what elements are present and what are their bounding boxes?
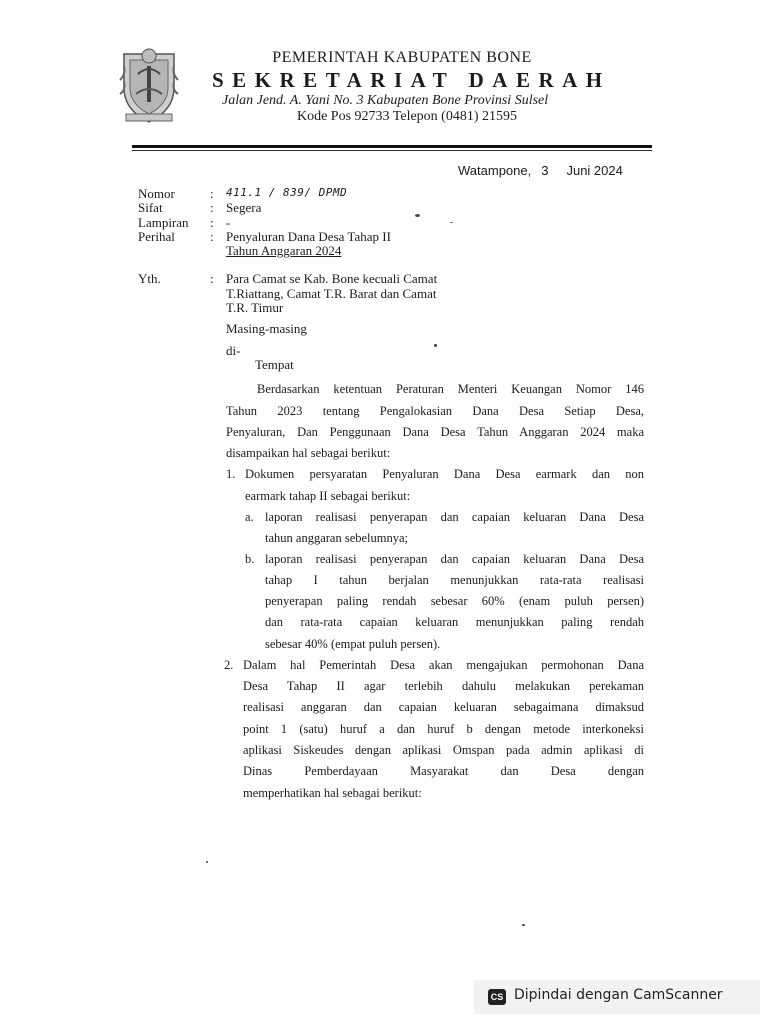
colon: :	[210, 215, 214, 230]
sub-list-line: laporan realisasi penyerapan dan capaian keluaran Dana Desa	[265, 510, 644, 524]
colon: :	[210, 271, 214, 286]
scan-speck	[206, 861, 208, 863]
sub-list-line: sebesar 40% (empat puluh persen).	[265, 637, 441, 651]
sifat-label: Sifat	[138, 200, 163, 215]
lampiran-label: Lampiran	[138, 215, 189, 230]
sub-list-line: penyerapan paling rendah sebesar 60% (enam puluh persen)	[265, 594, 644, 608]
letterhead-contact: Kode Pos 92733 Telepon (0481) 21595	[296, 109, 518, 124]
colon: :	[210, 186, 214, 201]
sub-list-letter: a.	[245, 510, 254, 524]
paragraph-line: disampaikan hal sebagai berikut:	[226, 446, 391, 460]
sub-list-line: dan rata-rata capaian keluaran menunjukkan paling rendah	[265, 615, 644, 629]
list-item-line: realisasi anggaran dan capaian keluaran sebagaimana dimaksud	[243, 700, 644, 714]
date-month-year: Juni 2024	[566, 163, 623, 178]
colon: :	[210, 200, 214, 215]
recipient-line: Tempat	[255, 357, 294, 372]
recipient-line: Para Camat se Kab. Bone kecuali Camat	[226, 271, 438, 286]
recipient-label: Yth.	[138, 271, 161, 286]
scan-speck	[415, 214, 420, 217]
letterhead-government: PEMERINTAH KABUPATEN BONE	[272, 49, 532, 66]
camscanner-watermark	[474, 980, 760, 1014]
letter-date	[458, 163, 623, 178]
letterhead-rule	[132, 145, 652, 148]
paragraph-line: Berdasarkan ketentuan Peraturan Menteri Keuangan Nomor 146	[257, 382, 644, 396]
bone-regency-emblem-icon	[116, 44, 182, 126]
sifat-value: Segera	[226, 200, 262, 215]
recipient-line: T.R. Timur	[226, 300, 284, 315]
nomor-value: 411.1 / 839/ DPMD	[226, 186, 348, 199]
sub-list-line: tahap I tahun berjalan menunjukkan rata-rata realisasi	[265, 573, 644, 587]
sub-list-line: laporan realisasi penyerapan dan capaian keluaran Dana Desa	[265, 552, 644, 566]
recipient-line: Masing-masing	[226, 321, 307, 336]
date-day: 3	[541, 163, 549, 178]
camscanner-icon: CS	[488, 989, 506, 1005]
date-city: Watampone,	[458, 163, 532, 178]
camscanner-text: Dipindai dengan CamScanner	[514, 987, 723, 1003]
list-item-line: aplikasi Siskeudes dengan aplikasi Omspan pada admin aplikasi di	[243, 743, 644, 757]
letterhead-address: Jalan Jend. A. Yani No. 3 Kabupaten Bone Provinsi Sulsel	[222, 93, 549, 108]
paragraph-line: Penyaluran, Dan Penggunaan Dana Desa Tahun Anggaran 2024 maka	[226, 425, 644, 439]
scan-speck	[434, 344, 437, 347]
list-item-line: earmark tahap II sebagai berikut:	[245, 489, 411, 503]
recipient-line: T.Riattang, Camat T.R. Barat dan Camat	[226, 286, 437, 301]
list-item-line: point 1 (satu) huruf a dan huruf b dengan metode interkoneksi	[243, 722, 644, 736]
list-item-line: memperhatikan hal sebagai berikut:	[243, 786, 422, 800]
recipient-line: di-	[226, 343, 241, 358]
list-item-line: Dokumen persyaratan Penyaluran Dana Desa earmark dan non	[245, 467, 644, 481]
paragraph-line: Tahun 2023 tentang Pengalokasian Dana Desa Setiap Desa,	[226, 404, 644, 418]
list-item-line: Dinas Pemberdayaan Masyarakat dan Desa dengan	[243, 764, 644, 778]
perihal-value-line1: Penyaluran Dana Desa Tahap II	[226, 229, 391, 244]
colon: :	[210, 229, 214, 244]
lampiran-value: -	[226, 215, 231, 230]
nomor-label: Nomor	[138, 186, 175, 201]
list-number: 2.	[224, 658, 234, 672]
list-item-line: Desa Tahap II agar terlebih dahulu melakukan perekaman	[243, 679, 644, 693]
sub-list-letter: b.	[245, 552, 255, 566]
scan-speck	[450, 222, 453, 223]
list-item-line: Dalam hal Pemerintah Desa akan mengajukan permohonan Dana	[243, 658, 644, 672]
letterhead-rule-thin	[132, 150, 652, 151]
list-number: 1.	[226, 467, 236, 481]
perihal-label: Perihal	[138, 229, 175, 244]
scan-speck	[522, 924, 525, 926]
sub-list-line: tahun anggaran sebelumnya;	[265, 531, 409, 545]
letterhead-office: SEKRETARIAT DAERAH	[212, 68, 611, 92]
perihal-value-line2: Tahun Anggaran 2024	[226, 243, 342, 258]
